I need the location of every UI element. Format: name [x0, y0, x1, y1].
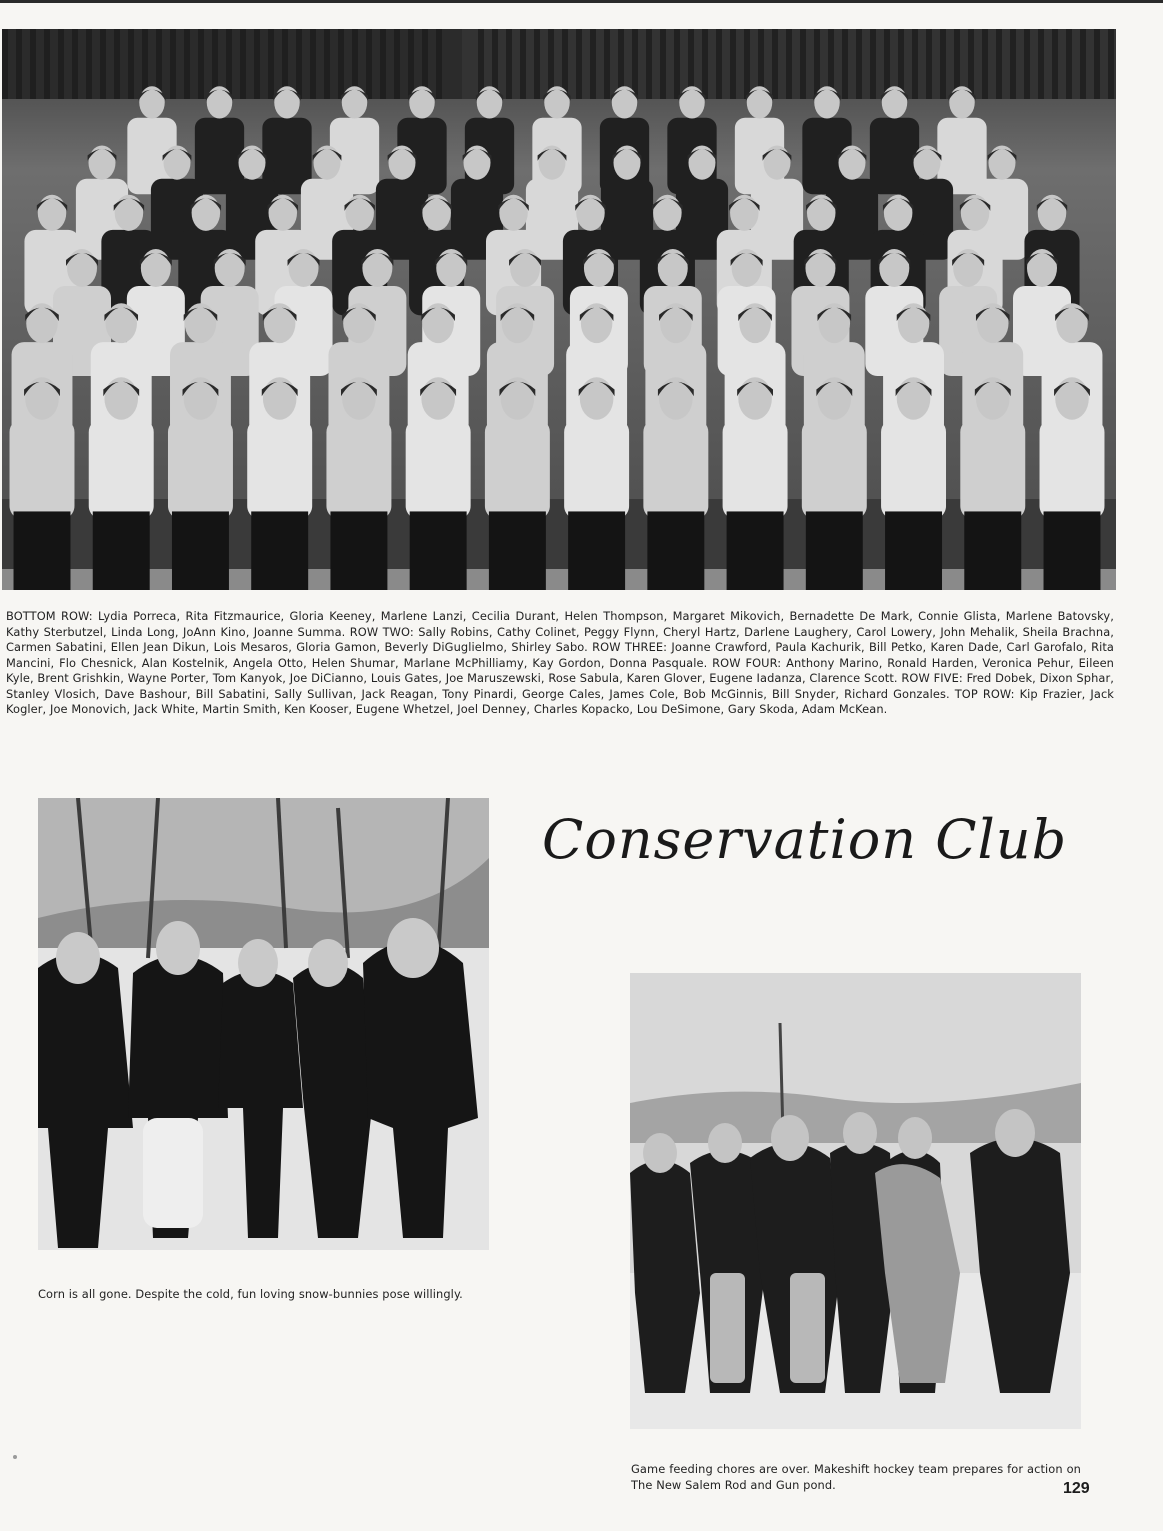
group-photo-caption: BOTTOM ROW: Lydia Porreca, Rita Fitzmaurice, Gloria Keeney, Marlene Lanzi, Cecilia Durant, Helen Thompson, Margaret Mikovich, Bernadette De Mark, Connie Glista, Marlene Batovsky, Kathy Sterbutzel, Linda Long, JoAnn Kino, Joanne Summa. ROW TWO: Sally Robins, Cathy Colinet, Peggy Flynn, Cheryl Hartz, Darlene Laughery, Carol Lowery, John Mehalik, Sheila Brachna, Carmen Sabatini, Ellen Jean Dikun, Lois Mesaros, Gloria Gamon, Beverly DiGuglielmo, Shirley Sabo. ROW THREE: Joanne Crawford, Paula Kachurik, Bill Petko, Karen Dade, Carl Garofalo, Rita Mancini, Flo Chesnick, Alan Kostelnik, Angela Otto, Helen Shumar, Marlane McPhilliamy, Kay Gordon, Donna Pasquale. ROW FOUR: Anthony Marino, Ronald Harden, Veronica Pehur, Eileen Kyle, Brent Grishkin, Wayne Porter, Tom Kanyok, Joe DiCianno, Louis Gates, Joe Maruszewski, Rose Sabula, Karen Glover, Eugene Iadanza, Clarence Scott. ROW FIVE: Fred Dobek, Dixon Sphar, Stanley Vlosich, Dave Bashour, Bill Sabatini, Sally Sullivan, Jack Reagan, Tony Pinardi, George Cales, James Cole, Bob McGinnis, Bill Snyder, Richard Gonzales. TOP ROW: Kip Frazier, Jack Kogler, Joe Monovich, Jack White, Martin Smith, Ken Kooser, Eugene Whetzel, Joel Denney, Charles Kopacko, Lou DeSimone, Gary Skoda, Adam McKean.	[6, 609, 1114, 717]
snow-bunnies-photo	[38, 798, 489, 1250]
page-title: Conservation Club	[542, 808, 1068, 871]
group-photo	[2, 29, 1116, 590]
snow-bunnies-photo-image	[38, 798, 489, 1250]
group-photo-image	[2, 29, 1116, 590]
hockey-team-photo	[630, 973, 1081, 1429]
print-speck	[13, 1455, 17, 1459]
top-rule	[0, 0, 1163, 3]
snow-bunnies-caption: Corn is all gone. Despite the cold, fun loving snow-bunnies pose willingly.	[38, 1287, 463, 1302]
hockey-team-photo-image	[630, 973, 1081, 1429]
hockey-team-caption: Game feeding chores are over. Makeshift hockey team prepares for action on The New Salem Rod and Gun pond.	[631, 1462, 1081, 1492]
page-number: 129	[1063, 1480, 1090, 1497]
